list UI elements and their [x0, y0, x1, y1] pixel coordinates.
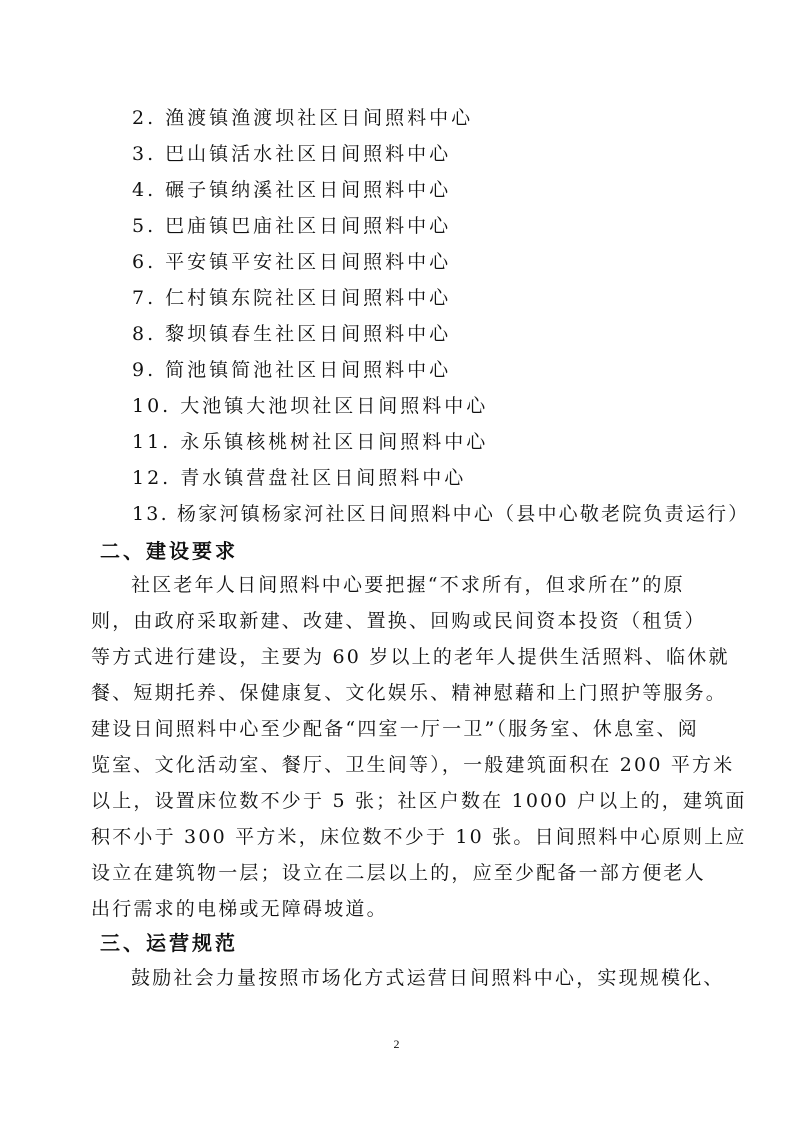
paragraph-line: 建设日间照料中心至少配备“四室一厅一卫”（服务室、休息室、阅 — [91, 718, 699, 740]
list-item: 11. 永乐镇核桃树社区日间照料中心 — [132, 431, 489, 453]
page-number: 2 — [393, 1037, 400, 1051]
paragraph-line: 设立在建筑物一层；设立在二层以上的，应至少配备一部方便老人 — [91, 862, 706, 884]
list-item: 2. 渔渡镇渔渡坝社区日间照料中心 — [132, 107, 474, 129]
section-heading-operations: 三、运营规范 — [100, 931, 238, 955]
community-center-list — [132, 100, 750, 532]
list-item: 12. 青水镇营盘社区日间照料中心 — [132, 467, 467, 489]
list-item: 6. 平安镇平安社区日间照料中心 — [132, 251, 452, 273]
paragraph-line: 出行需求的电梯或无障碍坡道。 — [91, 898, 388, 920]
list-item: 8. 黎坝镇春生社区日间照料中心 — [132, 323, 452, 345]
list-item: 13. 杨家河镇杨家河社区日间照料中心（县中心敬老院负责运行） — [132, 503, 750, 525]
list-item: 5. 巴庙镇巴庙社区日间照料中心 — [132, 215, 452, 237]
paragraph-line: 览室、文化活动室、餐厅、卫生间等），一般建筑面积在 200 平方米 — [91, 754, 735, 776]
paragraph-line: 以上，设置床位数不少于 5 张；社区户数在 1000 户以上的，建筑面 — [91, 790, 747, 812]
paragraph-line: 社区老年人日间照料中心要把握“不求所有，但求所在”的原 — [131, 574, 685, 596]
list-item: 7. 仁村镇东院社区日间照料中心 — [132, 287, 452, 309]
list-item: 4. 碾子镇纳溪社区日间照料中心 — [132, 179, 452, 201]
operations-paragraph — [91, 960, 725, 996]
section-heading-construction: 二、建设要求 — [100, 539, 238, 563]
list-item: 3. 巴山镇活水社区日间照料中心 — [132, 143, 452, 165]
paragraph-line: 鼓励社会力量按照市场化方式运营日间照料中心，实现规模化、 — [131, 967, 725, 989]
list-item: 10. 大池镇大池坝社区日间照料中心 — [132, 395, 489, 417]
paragraph-line: 等方式进行建设，主要为 60 岁以上的老年人提供生活照料、临休就 — [91, 646, 730, 668]
paragraph-line: 餐、短期托养、保健康复、文化娱乐、精神慰藉和上门照护等服务。 — [91, 682, 728, 704]
paragraph-line: 积不小于 300 平方米，床位数不少于 10 张。日间照料中心原则上应 — [91, 826, 747, 848]
list-item: 9. 简池镇简池社区日间照料中心 — [132, 359, 452, 381]
construction-paragraph — [91, 567, 747, 927]
paragraph-line: 则，由政府采取新建、改建、置换、回购或民间资本投资（租赁） — [91, 610, 706, 632]
